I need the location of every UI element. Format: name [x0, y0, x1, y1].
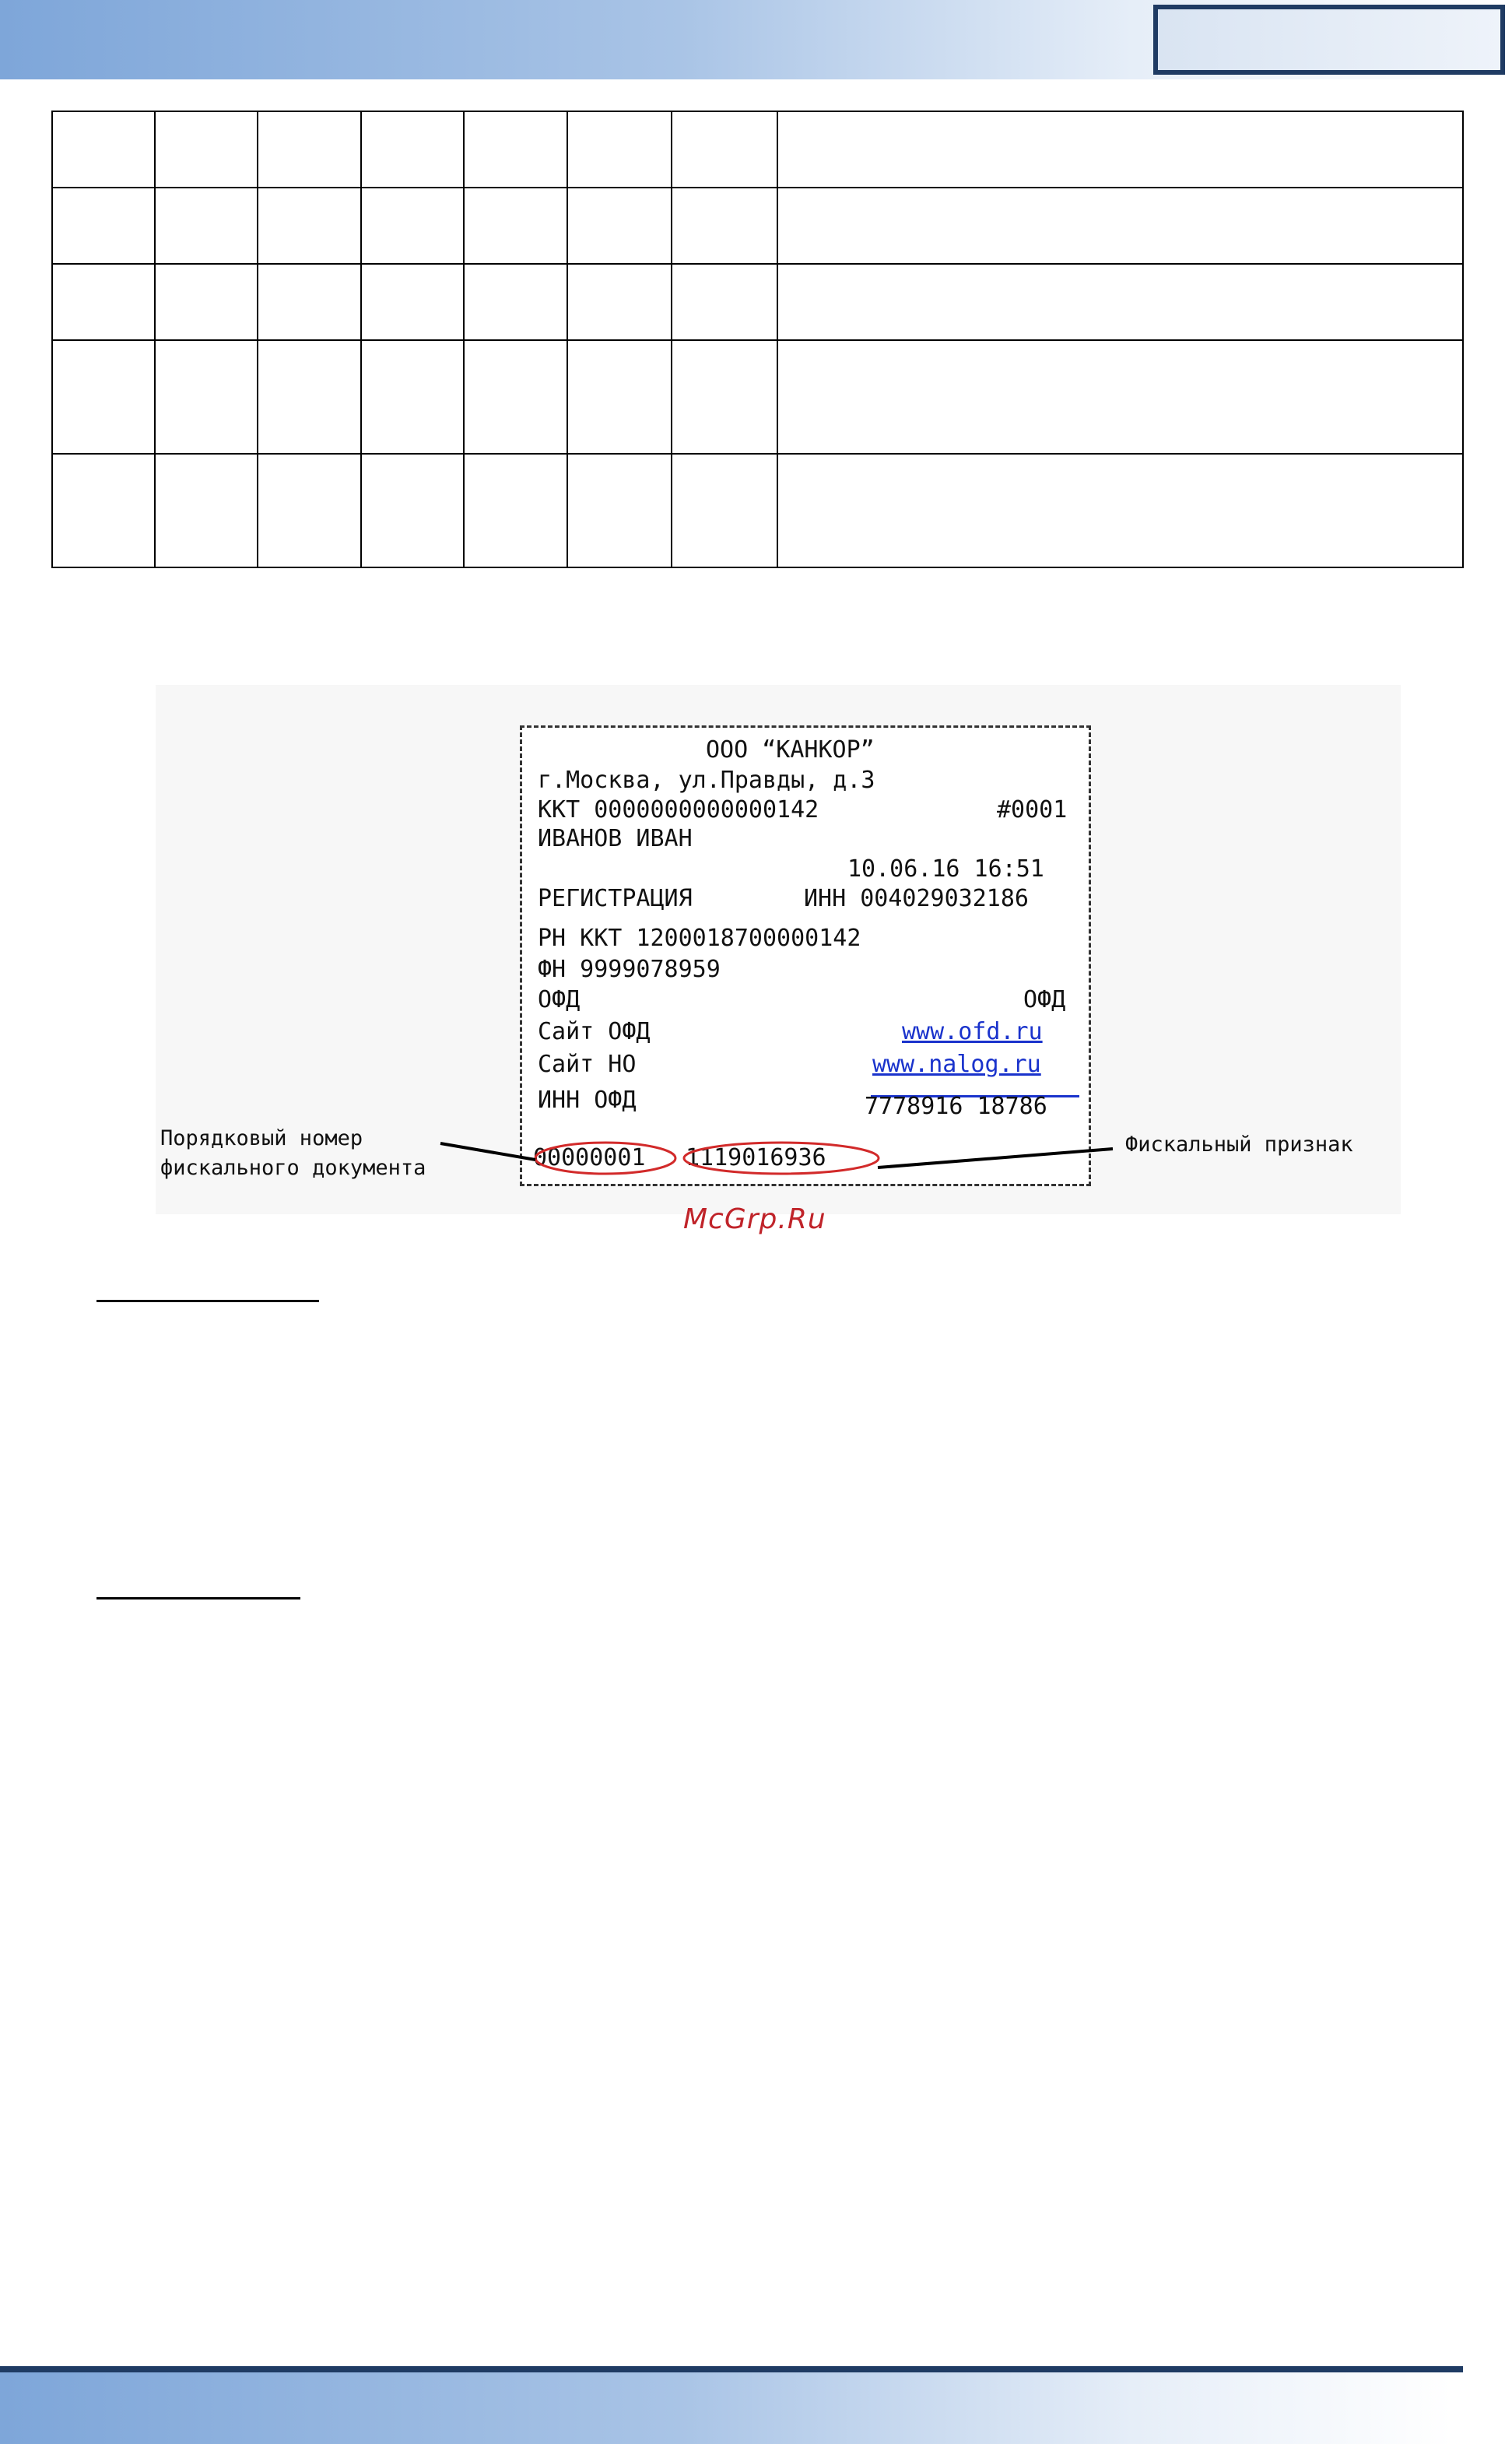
section-heading-underline: [96, 1597, 300, 1599]
right-pointer-line: [878, 1149, 1113, 1168]
receipt-registration: РЕГИСТРАЦИЯ: [538, 885, 693, 912]
receipt-no-site-link[interactable]: www.nalog.ru: [872, 1051, 1041, 1078]
page-footer-bar: [0, 2366, 1512, 2444]
receipt-kkt: ККТ 0000000000000142: [538, 796, 819, 823]
receipt-rn-kkt: РН ККТ 1200018700000142: [538, 925, 861, 952]
footer-rule: [0, 2366, 1463, 2372]
receipt-fiscal-sign: 1119016936: [686, 1144, 826, 1171]
section-heading-underline: [96, 1300, 319, 1302]
receipt-no-site-label: Сайт НО: [538, 1051, 637, 1078]
receipt-doc-number: #0001: [997, 796, 1068, 823]
receipt-inn: ИНН 004029032186: [804, 885, 1029, 912]
fd-number-circle: [535, 1143, 675, 1174]
receipt-datetime: 10.06.16 16:51: [847, 855, 1044, 883]
receipt-ofd-label: ОФД: [538, 986, 581, 1013]
receipt-inn-ofd-label: ИНН ОФД: [538, 1087, 637, 1114]
watermark-text: McGrp.Ru: [683, 1203, 826, 1235]
receipt-ofd-site-link[interactable]: www.ofd.ru: [902, 1018, 1043, 1045]
annotation-fiscal-sign: Фискальный признак: [1125, 1132, 1353, 1157]
receipt-company: ООО “КАНКОР”: [706, 736, 875, 764]
fiscal-sign-circle: [684, 1143, 879, 1174]
receipt-cashier: ИВАНОВ ИВАН: [538, 825, 693, 852]
receipt-inn-ofd-value: 7778916 18786: [865, 1093, 1047, 1120]
receipt-fn: ФН 9999078959: [538, 956, 721, 983]
receipt-fd-number: 00000001: [533, 1144, 646, 1171]
annotation-fd-number-line1: Порядковый номер: [160, 1126, 363, 1150]
receipt-address: г.Москва, ул.Правды, д.3: [538, 767, 875, 794]
annotation-fd-number-line2: фискального документа: [160, 1156, 426, 1180]
left-pointer-line: [440, 1143, 535, 1160]
receipt-ofd-value: ОФД: [1023, 986, 1066, 1013]
receipt-ofd-site-label: Сайт ОФД: [538, 1018, 651, 1045]
